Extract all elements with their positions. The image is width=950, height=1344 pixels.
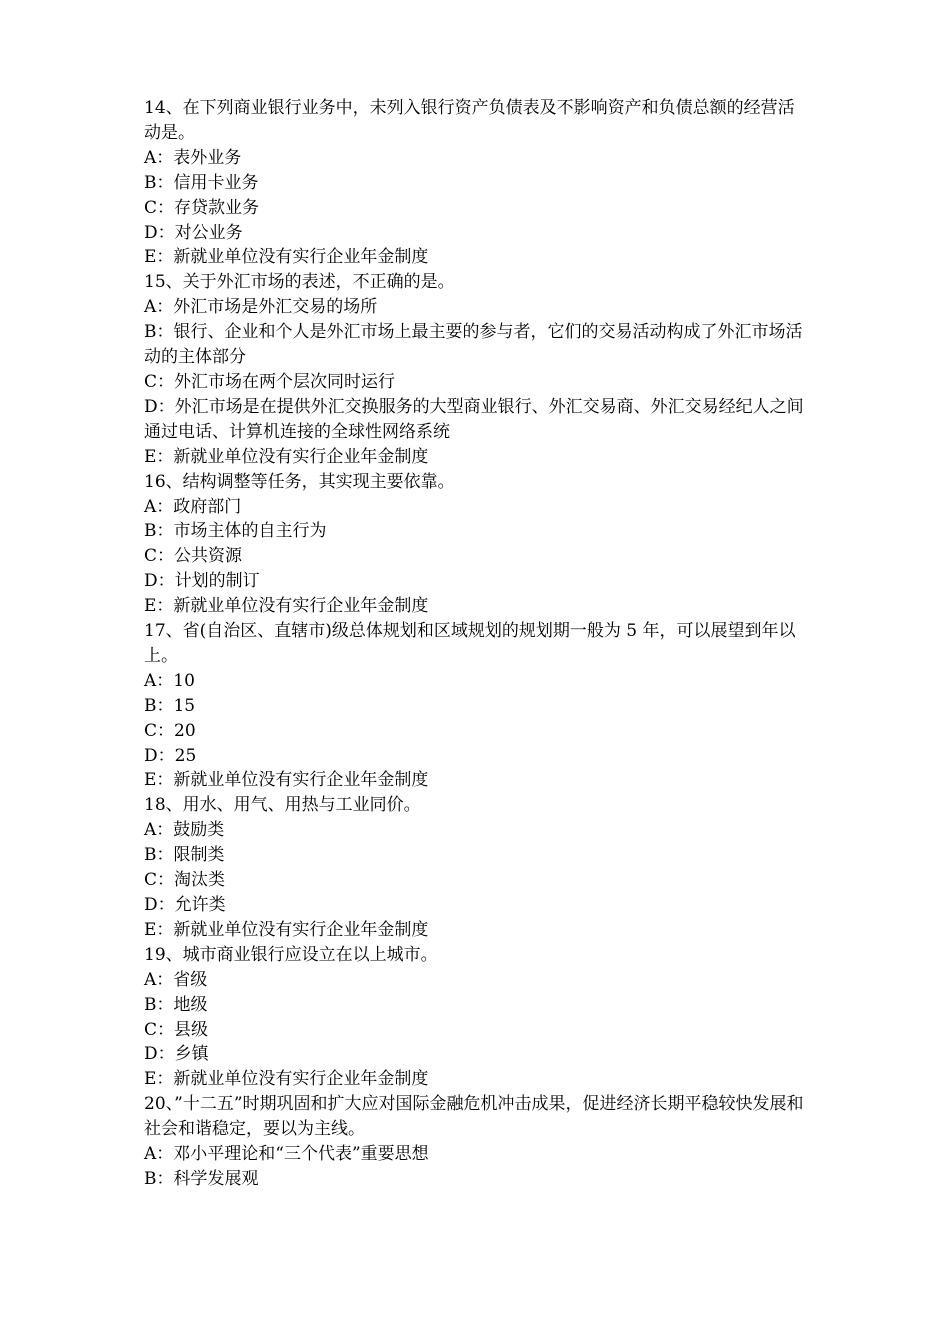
option-a: A：省级 xyxy=(144,969,208,990)
option-e: E：新就业单位没有实行企业年金制度 xyxy=(144,1069,429,1090)
option-c: C：公共资源 xyxy=(144,546,243,567)
question-text: 20、”十二五”时期巩固和扩大应对国际金融危机冲击成果，促进经济长期平稳较快发展和社会和谐稳定，要以为主线。 xyxy=(144,1094,804,1140)
option-e: E：新就业单位没有实行企业年金制度 xyxy=(144,919,429,940)
option-c: C：县级 xyxy=(144,1019,209,1040)
option-e: E：新就业单位没有实行企业年金制度 xyxy=(144,446,429,467)
question-20 xyxy=(144,1092,810,1192)
option-b: B：限制类 xyxy=(144,845,225,866)
option-b: B：15 xyxy=(144,695,196,716)
question-14 xyxy=(144,96,810,270)
option-d: D：乡镇 xyxy=(144,1044,209,1065)
option-b: B：银行、企业和个人是外汇市场上最主要的参与者，它们的交易活动构成了外汇市场活动的主体部分 xyxy=(144,322,803,368)
option-c: C：淘汰类 xyxy=(144,870,226,891)
question-text: 16、结构调整等任务，其实现主要依靠。 xyxy=(144,471,455,492)
question-text: 15、关于外汇市场的表述，不正确的是。 xyxy=(144,272,455,293)
option-c: C：存贷款业务 xyxy=(144,197,260,218)
option-a: A：邓小平理论和“三个代表”重要思想 xyxy=(144,1144,429,1165)
option-b: B：市场主体的自主行为 xyxy=(144,521,327,542)
question-16 xyxy=(144,470,810,619)
option-b: B：地级 xyxy=(144,994,208,1015)
option-b: B：信用卡业务 xyxy=(144,172,259,193)
question-17 xyxy=(144,619,810,793)
question-text: 19、城市商业银行应设立在以上城市。 xyxy=(144,944,438,965)
question-text: 14、在下列商业银行业务中，未列入银行资产负债表及不影响资产和负债总额的经营活动是。 xyxy=(144,98,795,143)
question-text: 17、省(自治区、直辖市)级总体规划和区域规划的规划期一般为 5 年，可以展望到年以上。 xyxy=(144,621,796,666)
option-a: A：外汇市场是外汇交易的场所 xyxy=(144,297,378,318)
option-d: D：25 xyxy=(144,745,197,766)
option-a: A：鼓励类 xyxy=(144,820,225,841)
question-18 xyxy=(144,793,810,942)
option-d: D：计划的制订 xyxy=(144,571,260,592)
question-15 xyxy=(144,270,810,469)
document-page xyxy=(144,96,810,1192)
option-b: B：科学发展观 xyxy=(144,1168,259,1189)
option-c: C：20 xyxy=(144,720,196,741)
option-a: A：10 xyxy=(144,670,195,691)
option-e: E：新就业单位没有实行企业年金制度 xyxy=(144,247,429,268)
option-d: D：对公业务 xyxy=(144,222,243,243)
option-e: E：新就业单位没有实行企业年金制度 xyxy=(144,770,429,791)
option-d: D：外汇市场是在提供外汇交换服务的大型商业银行、外汇交易商、外汇交易经纪人之间通过电话、计算机连接的全球性网络系统 xyxy=(144,396,804,442)
option-a: A：表外业务 xyxy=(144,147,242,168)
question-text: 18、用水、用气、用热与工业同价。 xyxy=(144,795,421,816)
option-c: C：外汇市场在两个层次同时运行 xyxy=(144,371,396,392)
option-e: E：新就业单位没有实行企业年金制度 xyxy=(144,596,429,617)
option-a: A：政府部门 xyxy=(144,496,242,517)
option-d: D：允许类 xyxy=(144,895,226,915)
question-19 xyxy=(144,943,810,1092)
